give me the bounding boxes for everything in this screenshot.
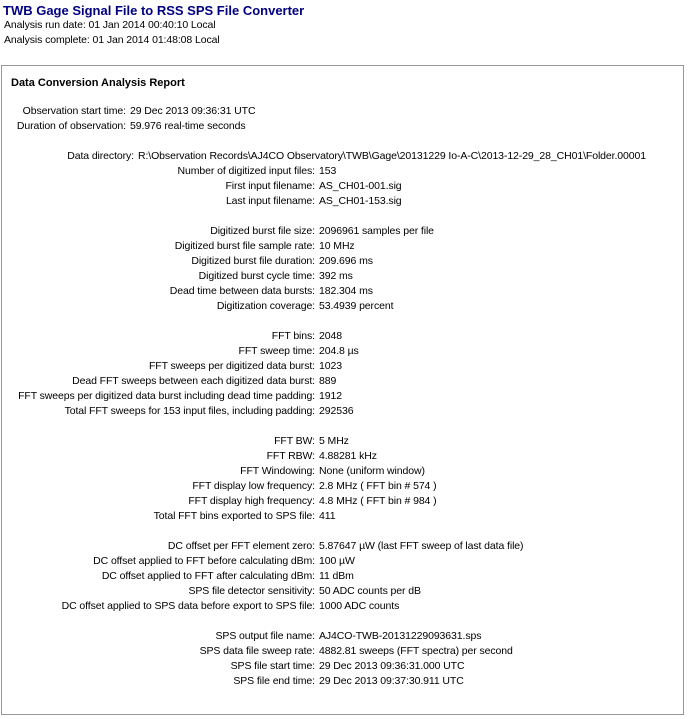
section-fft-sweeps (2, 329, 683, 419)
app-title: TWB Gage Signal File to RSS SPS File Converter (3, 3, 305, 18)
row-value: 29 Dec 2013 09:36:31.000 UTC (319, 660, 465, 672)
row-label: Total FFT bins exported to SPS file: (153, 510, 315, 522)
row-label: FFT display high frequency: (188, 495, 315, 507)
report-row (2, 329, 683, 344)
row-value: 29 Dec 2013 09:37:30.911 UTC (319, 675, 464, 687)
section-fft-bandwidth (2, 434, 683, 524)
row-value: 10 MHz (319, 240, 355, 252)
row-value: 53.4939 percent (319, 300, 394, 312)
report-row (2, 269, 683, 284)
report-row (2, 599, 683, 614)
row-value: 182.304 ms (319, 285, 373, 297)
row-value: 292536 (319, 405, 354, 417)
row-label: Observation start time: (22, 105, 126, 117)
row-value: 4.8 MHz ( FFT bin # 984 ) (319, 495, 437, 507)
row-label: Digitization coverage: (216, 300, 315, 312)
row-value: 411 (319, 510, 336, 522)
row-value: 5 MHz (319, 435, 349, 447)
report-row (2, 344, 683, 359)
row-value: 4.88281 kHz (319, 450, 377, 462)
section-dc-offset (2, 539, 683, 614)
report-row (2, 554, 683, 569)
row-label: Digitized burst file sample rate: (174, 240, 315, 252)
report-row (2, 299, 683, 314)
report-row (2, 449, 683, 464)
row-value: 2096961 samples per file (319, 225, 434, 237)
row-value: 153 (319, 165, 337, 177)
report-row (2, 389, 683, 404)
report-row (2, 254, 683, 269)
row-value: 4882.81 sweeps (FFT spectra) per second (319, 645, 513, 657)
row-label: SPS data file sweep rate: (199, 645, 315, 657)
report-row (2, 224, 683, 239)
row-label: First input filename: (225, 180, 315, 192)
row-label: FFT sweeps per digitized data burst: (148, 360, 315, 372)
row-label: FFT bins: (271, 330, 315, 342)
row-value: 2048 (319, 330, 342, 342)
report-row (2, 494, 683, 509)
row-label: Number of digitized input files: (177, 165, 315, 177)
row-label: Digitized burst file duration: (191, 255, 315, 267)
row-label: Data directory: (67, 150, 134, 162)
report-row (2, 119, 683, 134)
report-row (2, 644, 683, 659)
row-label: DC offset applied to FFT before calculating dBm: (93, 555, 315, 567)
row-value: 209.696 ms (319, 255, 373, 267)
report-row (2, 104, 683, 119)
report-row (2, 149, 683, 164)
report-title: Data Conversion Analysis Report (11, 77, 185, 89)
row-value: None (uniform window) (319, 465, 425, 477)
report-row (2, 284, 683, 299)
section-input-files (2, 149, 683, 209)
report-row (2, 374, 683, 389)
report-row (2, 164, 683, 179)
report-row (2, 434, 683, 449)
analysis-complete-line: Analysis complete: 01 Jan 2014 01:48:08 Local (4, 34, 220, 46)
report-row (2, 674, 683, 689)
row-label: DC offset applied to SPS data before export to SPS file: (61, 600, 315, 612)
row-value: 50 ADC counts per dB (319, 585, 421, 597)
row-value: R:\Observation Records\AJ4CO Observatory\TWB\Gage\20131229 Io-A-C\2013-12-29_28_CH01\Folder.00001 (138, 150, 646, 162)
row-label: SPS output file name: (215, 630, 315, 642)
row-value: 1023 (319, 360, 342, 372)
report-row (2, 509, 683, 524)
report-row (2, 479, 683, 494)
row-value: AS_CH01-153.sig (319, 195, 402, 207)
row-value: AJ4CO-TWB-20131229093631.sps (319, 630, 482, 642)
report-row (2, 659, 683, 674)
row-label: SPS file detector sensitivity: (188, 585, 315, 597)
row-value: 29 Dec 2013 09:36:31 UTC (130, 105, 256, 117)
report-row (2, 539, 683, 554)
row-value: 5.87647 µW (last FFT sweep of last data file) (319, 540, 524, 552)
row-value: AS_CH01-001.sig (319, 180, 402, 192)
report-row (2, 404, 683, 419)
report-row (2, 194, 683, 209)
analysis-run-date-line: Analysis run date: 01 Jan 2014 00:40:10 Local (4, 19, 216, 31)
section-digitized-burst (2, 224, 683, 314)
report-row (2, 359, 683, 374)
row-label: Dead FFT sweeps between each digitized data burst: (72, 375, 315, 387)
row-value: 11 dBm (319, 570, 354, 582)
row-value: 59.976 real-time seconds (130, 120, 246, 132)
report-row (2, 464, 683, 479)
row-label: DC offset per FFT element zero: (167, 540, 315, 552)
row-value: 2.8 MHz ( FFT bin # 574 ) (319, 480, 437, 492)
row-label: FFT RBW: (266, 450, 315, 462)
row-value: 1912 (319, 390, 342, 402)
row-value: 100 µW (319, 555, 355, 567)
report-row (2, 239, 683, 254)
row-label: Total FFT sweeps for 153 input files, including padding: (64, 405, 315, 417)
report-row (2, 569, 683, 584)
row-label: FFT Windowing: (240, 465, 315, 477)
row-label: DC offset applied to FFT after calculating dBm: (101, 570, 315, 582)
row-value: 204.8 µs (319, 345, 359, 357)
row-value: 392 ms (319, 270, 353, 282)
row-label: Dead time between data bursts: (169, 285, 315, 297)
row-label: Digitized burst file size: (210, 225, 315, 237)
report-row (2, 179, 683, 194)
row-label: SPS file end time: (233, 675, 315, 687)
row-label: FFT BW: (274, 435, 315, 447)
report-panel (1, 65, 684, 715)
row-value: 889 (319, 375, 337, 387)
row-label: Last input filename: (225, 195, 315, 207)
report-row (2, 584, 683, 599)
row-label: Duration of observation: (16, 120, 126, 132)
section-sps-output (2, 629, 683, 689)
row-label: Digitized burst cycle time: (198, 270, 315, 282)
row-label: FFT sweeps per digitized data burst including dead time padding: (18, 390, 315, 402)
row-label: SPS file start time: (230, 660, 315, 672)
row-value: 1000 ADC counts (319, 600, 400, 612)
row-label: FFT sweep time: (238, 345, 315, 357)
row-label: FFT display low frequency: (192, 480, 315, 492)
section-observation (2, 104, 683, 134)
report-row (2, 629, 683, 644)
